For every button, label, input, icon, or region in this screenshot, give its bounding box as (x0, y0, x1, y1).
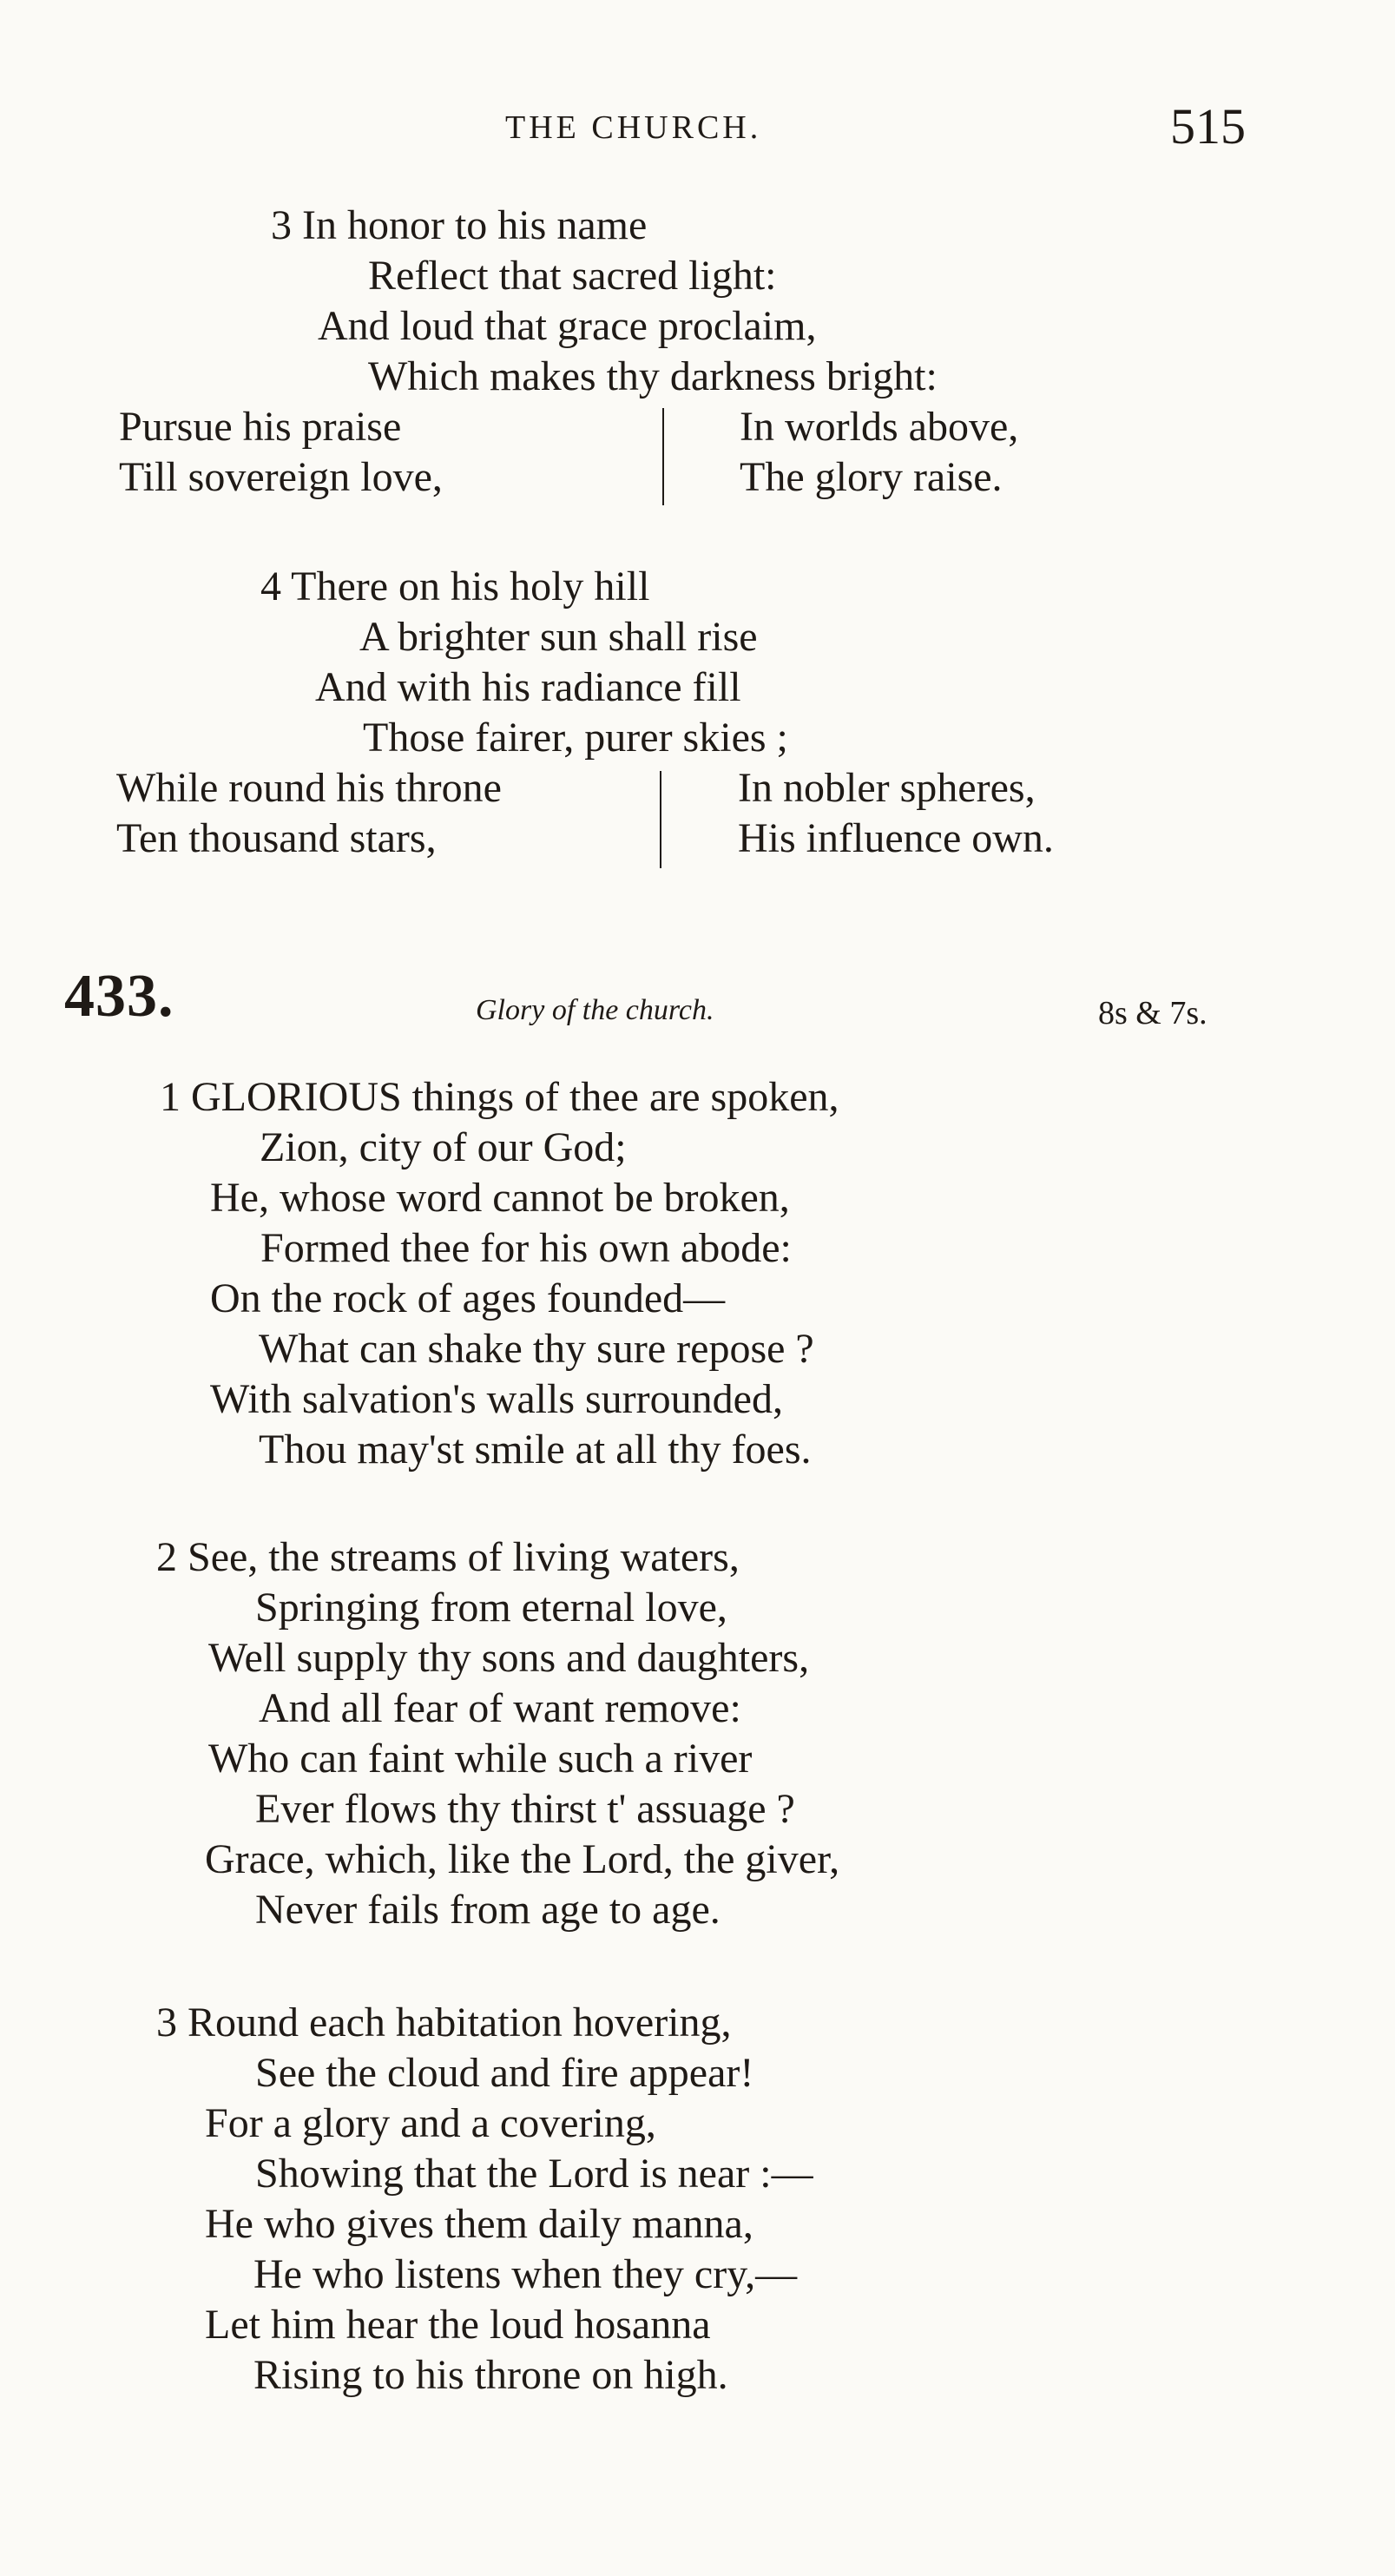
split-line-left: Ten thousand stars, (116, 815, 437, 861)
hymn-meter: 8s & 7s. (1098, 995, 1207, 1031)
verse-line: 2 See, the streams of living waters, (156, 1534, 740, 1580)
verse-line: And loud that grace proclaim, (318, 303, 817, 349)
split-line-right: His influence own. (738, 815, 1054, 861)
running-header: THE CHURCH. (505, 109, 762, 146)
hymn-title: Glory of the church. (476, 994, 714, 1026)
verse-line: Who can faint while such a river (208, 1736, 753, 1782)
verse-line: A brighter sun shall rise (359, 614, 758, 660)
verse-line: And all fear of want remove: (259, 1685, 741, 1731)
page-number: 515 (1170, 98, 1246, 155)
verse-line: Those fairer, purer skies ; (363, 715, 788, 761)
split-line-right: In worlds above, (740, 404, 1019, 450)
verse-line: Rising to his throne on high. (253, 2352, 728, 2398)
verse-line: Never fails from age to age. (255, 1887, 721, 1933)
verse-line: On the rock of ages founded— (210, 1275, 726, 1321)
verse-line: Let him hear the loud hosanna (205, 2302, 711, 2348)
split-line-right: The glory raise. (740, 454, 1003, 500)
verse-line: Zion, city of our God; (260, 1124, 627, 1170)
verse-line: What can shake thy sure repose ? (259, 1326, 814, 1372)
verse-line: Springing from eternal love, (255, 1584, 727, 1631)
verse-line: 3 Round each habitation hovering, (156, 2000, 732, 2046)
split-line-left: Till sovereign love, (119, 454, 443, 500)
verse-line: Thou may'st smile at all thy foes. (259, 1426, 812, 1472)
verse-line: Ever flows thy thirst t' assuage ? (255, 1786, 795, 1832)
verse-line: He who listens when they cry,— (253, 2251, 798, 2297)
split-line-left: While round his throne (116, 765, 502, 811)
split-divider (660, 771, 661, 868)
hymn-number: 433. (64, 963, 174, 1030)
verse-line: Well supply thy sons and daughters, (208, 1635, 810, 1681)
verse-line: See the cloud and fire appear! (255, 2050, 754, 2096)
split-line-right: In nobler spheres, (738, 765, 1036, 811)
verse-line: 4 There on his holy hill (260, 563, 650, 609)
split-line-left: Pursue his praise (119, 404, 402, 450)
verse-line: Showing that the Lord is near :— (255, 2151, 813, 2197)
verse-line: Reflect that sacred light: (368, 253, 777, 299)
verse-line: For a glory and a covering, (205, 2100, 656, 2146)
verse-line: He, whose word cannot be broken, (210, 1175, 790, 1221)
split-divider (662, 408, 664, 505)
verse-line: 1 GLORIOUS things of thee are spoken, (160, 1074, 839, 1120)
verse-line: And with his radiance fill (315, 664, 741, 710)
verse-line: Which makes thy darkness bright: (368, 353, 938, 399)
verse-line: Formed thee for his own abode: (260, 1225, 792, 1271)
verse-line: Grace, which, like the Lord, the giver, (205, 1836, 840, 1882)
verse-line: 3 In honor to his name (271, 202, 648, 248)
verse-line: He who gives them daily manna, (205, 2201, 753, 2247)
verse-line: With salvation's walls surrounded, (210, 1376, 783, 1422)
